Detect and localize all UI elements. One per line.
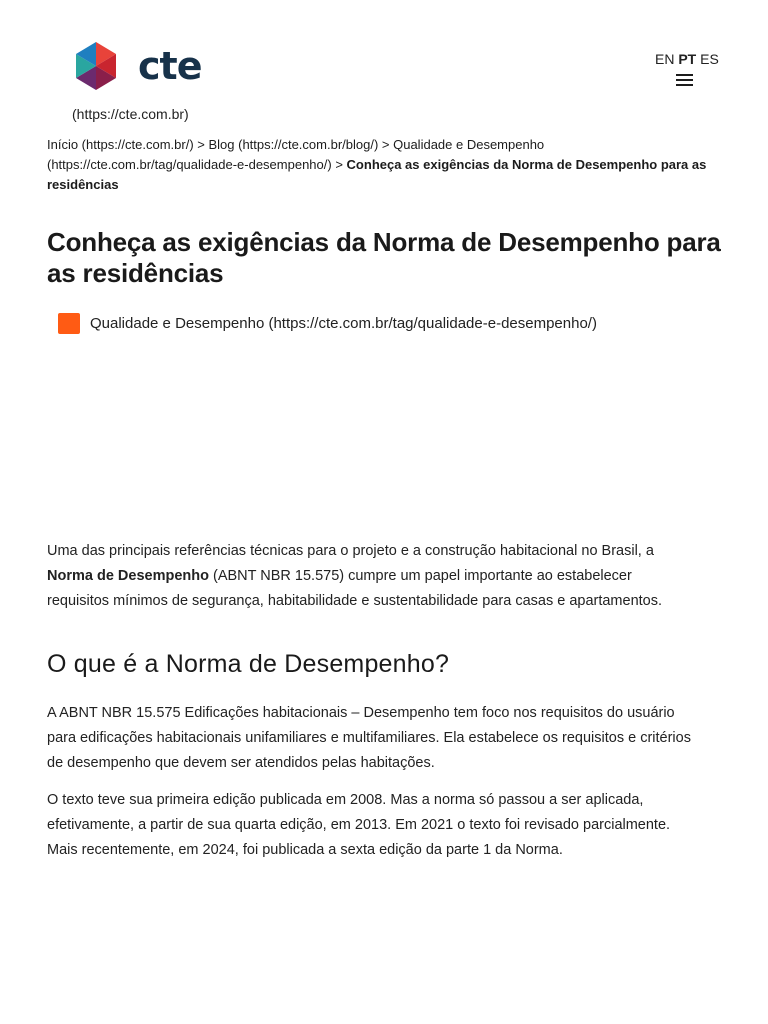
breadcrumb-category[interactable]: Qualidade e Desempenho (https://cte.com.br/tag/qualidade-e-desempenho/) — [47, 137, 545, 172]
intro-text-start: Uma das principais referências técnicas para o projeto e a construção habitacional no Brasil, a — [47, 543, 654, 559]
section-heading: O que é a Norma de Desempenho? — [47, 650, 450, 678]
tag-link[interactable]: Qualidade e Desempenho (https://cte.com.br/tag/qualidade-e-desempenho/) — [90, 315, 597, 332]
site-logo[interactable] — [72, 40, 201, 92]
logo-wordmark: cte — [138, 44, 202, 88]
page-title: Conheça as exigências da Norma de Desempenho para as residências — [47, 227, 721, 288]
intro-bold-term: Norma de Desempenho — [47, 568, 209, 584]
breadcrumb-separator: > — [193, 137, 209, 152]
breadcrumb-current: Conheça as exigências da Norma de Desempenho para as residências — [47, 157, 707, 192]
breadcrumb-separator: > — [378, 137, 394, 152]
language-switcher — [655, 51, 719, 67]
lang-es[interactable]: ES — [700, 51, 719, 67]
logo-url-link[interactable]: (https://cte.com.br) — [72, 106, 189, 122]
article-tag — [58, 313, 597, 334]
intro-text-end: (ABNT NBR 15.575) cumpre um papel importante ao estabelecer requisitos mínimos de segurança, habitabilidade e sustentabilidade para casas e apartamentos. — [47, 568, 663, 609]
breadcrumb — [47, 135, 707, 195]
body-paragraph-1: A ABNT NBR 15.575 Edificações habitacionais – Desempenho tem foco nos requisitos do usuário para edificações habitacionais unifamiliares e multifamiliares. Ela estabelece os requisitos e critérios de desempenho que devem ser atendidos pelas habitações. — [47, 705, 691, 771]
hamburger-menu-icon[interactable] — [676, 74, 693, 86]
breadcrumb-blog[interactable]: Blog (https://cte.com.br/blog/) — [208, 137, 379, 152]
breadcrumb-home[interactable]: Início (https://cte.com.br/) — [47, 137, 194, 152]
lang-pt[interactable]: PT — [678, 51, 697, 67]
intro-paragraph — [47, 539, 687, 614]
breadcrumb-separator: > — [331, 157, 347, 172]
cte-hexagon-logo-icon — [72, 40, 120, 92]
lang-en[interactable]: EN — [655, 51, 675, 67]
body-paragraph-2: O texto teve sua primeira edição publicada em 2008. Mas a norma só passou a ser aplicada, efetivamente, a partir de sua quarta edição, em 2013. Em 2021 o texto foi revisado parcialmente. Mais recentemente, em 2024, foi publicada a sexta edição da parte 1 da Norma. — [47, 792, 671, 858]
category-square-icon — [58, 313, 80, 334]
